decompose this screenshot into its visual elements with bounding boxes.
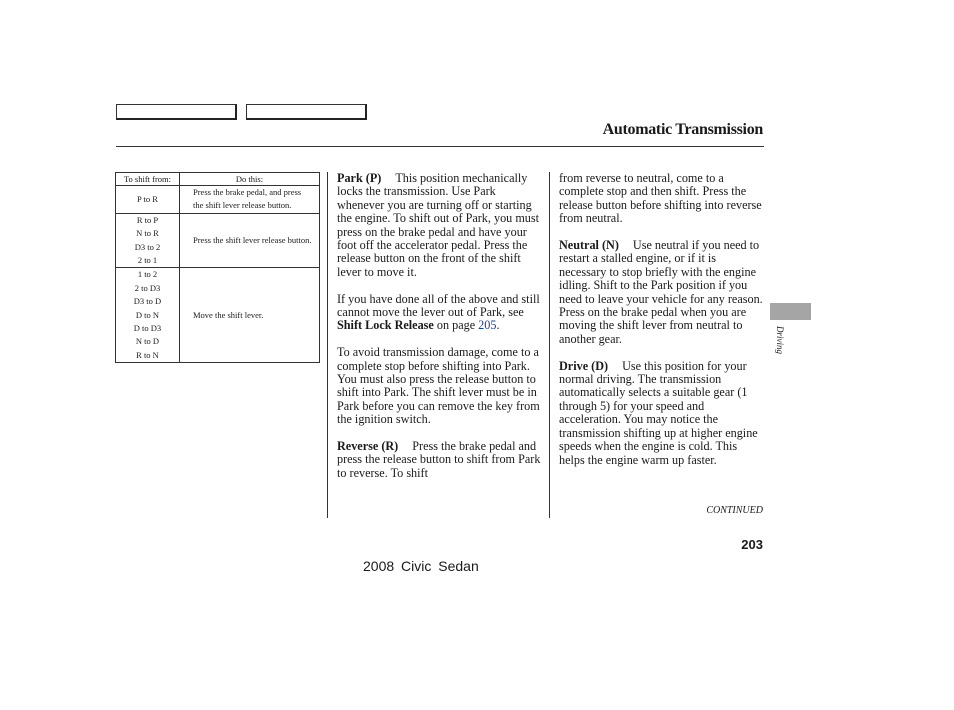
right-text-column bbox=[559, 172, 764, 480]
shift-table bbox=[115, 172, 320, 363]
period: . bbox=[496, 318, 500, 333]
table-row bbox=[116, 186, 320, 214]
page-number: 203 bbox=[741, 537, 763, 552]
page-205-link[interactable]: 205 bbox=[478, 318, 497, 333]
shift-from-item: D to D3 bbox=[133, 323, 162, 334]
shift-from-item: R to P bbox=[136, 214, 159, 225]
reverse-continued-paragraph: from reverse to neutral, come to a complete stop and then shift. Press the release button before shifting into reverse from neutral. bbox=[559, 171, 762, 226]
shift-from-item: 2 to D3 bbox=[134, 282, 161, 293]
neutral-text: Use neutral if you need to restart a stalled engine, or if it is necessary to stop briefly with the engine idling. Shift to the Park position if you need to leave your vehicle for any reason. Press on the brake pedal when you are moving the shift lever from neutral to another gear. bbox=[559, 238, 763, 346]
table-row bbox=[116, 213, 320, 268]
park-heading: Park (P) bbox=[337, 171, 382, 185]
neutral-heading: Neutral (N) bbox=[559, 238, 619, 253]
footer-model-label: 2008 Civic Sedan bbox=[363, 558, 479, 574]
table-row bbox=[116, 268, 320, 363]
shift-from-cell bbox=[116, 268, 180, 363]
column-divider bbox=[327, 172, 328, 518]
shift-from-cell bbox=[116, 213, 180, 268]
shift-from-cell bbox=[116, 186, 180, 214]
column-divider bbox=[549, 172, 550, 518]
shift-from-item: R to N bbox=[136, 349, 159, 360]
shift-lock-release-ref: Shift Lock Release bbox=[337, 318, 434, 333]
on-page-text: on page bbox=[436, 318, 476, 333]
reverse-text: Press the brake pedal and press the release button to shift from Park to reverse. To shift bbox=[337, 439, 541, 480]
continued-label: CONTINUED bbox=[706, 505, 763, 516]
reverse-heading: Reverse (R) bbox=[337, 439, 399, 454]
column-header-from: To shift from: bbox=[116, 173, 180, 186]
shift-lock-text: If you have done all of the above and still cannot move the lever out of Park, see bbox=[337, 291, 540, 320]
shift-from-item: N to R bbox=[136, 228, 159, 239]
title-divider bbox=[116, 146, 764, 147]
shift-from-item: 2 to 1 bbox=[137, 255, 158, 266]
shift-from-item: D3 to D bbox=[133, 296, 162, 307]
neutral-paragraph bbox=[559, 239, 764, 346]
section-tab-driving[interactable] bbox=[770, 303, 811, 320]
nav-button-main-menu[interactable] bbox=[116, 104, 237, 120]
shift-from-item: D to N bbox=[135, 309, 160, 320]
drive-paragraph bbox=[559, 360, 764, 467]
shift-from-item: N to D bbox=[135, 336, 160, 347]
park-text: This position mechanically locks the transmission. Use Park whenever you are turning off or starting the engine. To shift out of Park, you must press on the brake pedal and have your foot off the accelerator pedal. Press the release button on the front of the shift lever to move it. bbox=[337, 171, 540, 279]
shift-action-cell: Move the shift lever. bbox=[180, 268, 320, 363]
page-title: Automatic Transmission bbox=[602, 121, 763, 138]
reverse-paragraph bbox=[337, 440, 543, 480]
shift-from-item: D3 to 2 bbox=[134, 241, 161, 252]
drive-text: Use this position for your normal driving. The transmission automatically selects a suitable gear (1 through 5) for your speed and acceleration. You may notice the transmission shifting up at higher engine speeds when the engine is cold. This helps the engine warm up faster. bbox=[559, 358, 758, 467]
shift-action-cell: Press the brake pedal, and press the shift lever release button. bbox=[180, 186, 320, 214]
park-paragraph bbox=[337, 172, 543, 279]
shift-from-item: 1 to 2 bbox=[137, 269, 158, 280]
column-header-action: Do this: bbox=[180, 173, 320, 186]
shift-lock-paragraph bbox=[337, 293, 543, 333]
shift-from-item: P to R bbox=[137, 193, 158, 204]
damage-paragraph: To avoid transmission damage, come to a complete stop before shifting into Park. You must also press the release button to shift into Park. The shift lever must be in Park before you can remove the key from the ignition switch. bbox=[337, 345, 540, 427]
shift-action-cell: Press the shift lever release button. bbox=[180, 213, 320, 268]
drive-heading: Drive (D) bbox=[559, 358, 609, 373]
section-label: Driving bbox=[775, 326, 785, 354]
nav-button-table-of-contents[interactable] bbox=[246, 104, 367, 120]
middle-text-column bbox=[337, 172, 543, 494]
